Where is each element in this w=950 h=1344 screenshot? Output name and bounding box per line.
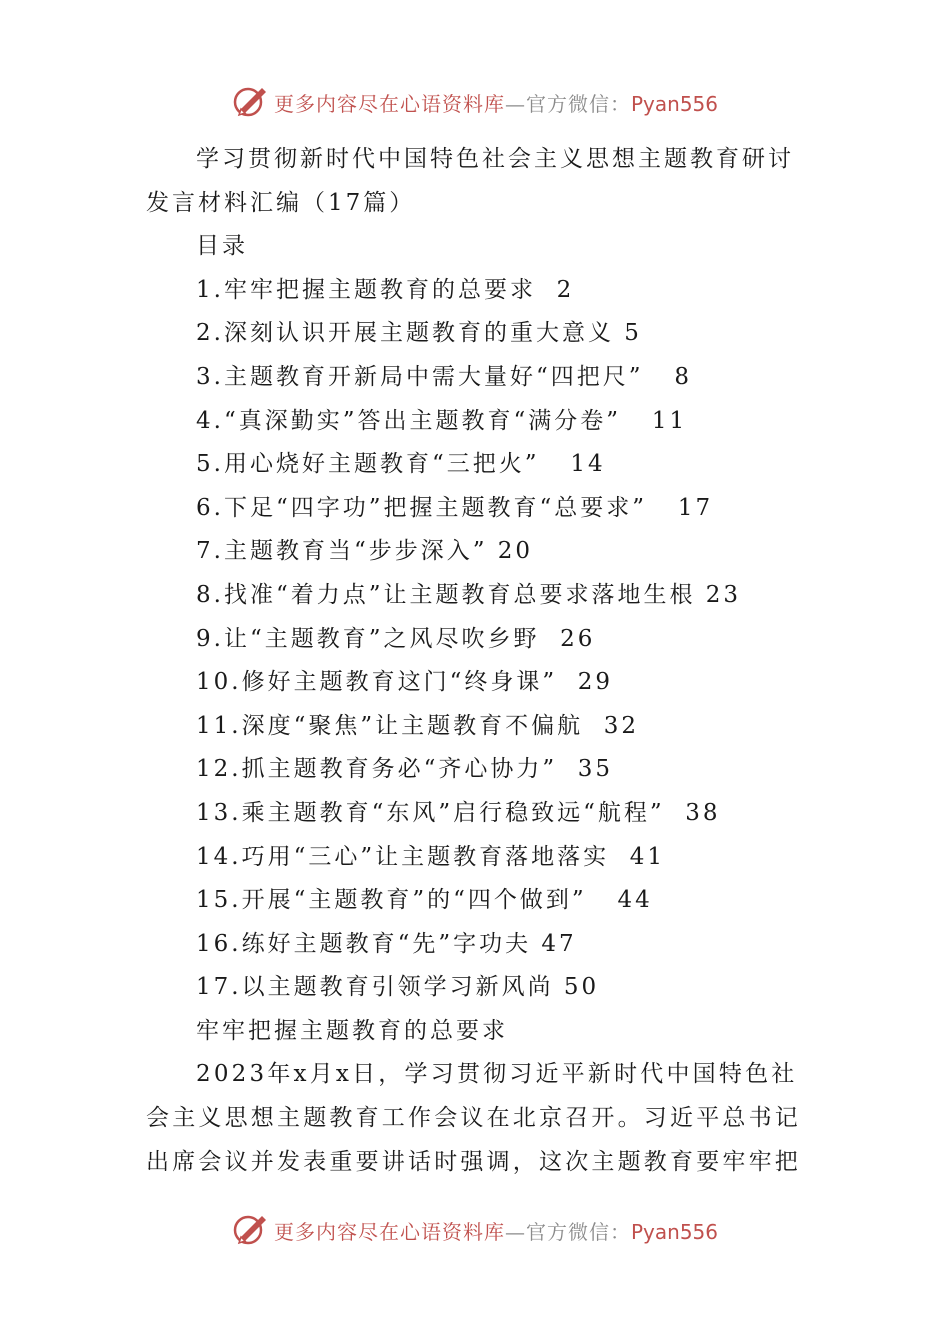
banner-brand-name: 更多内容尽在心语资料库	[273, 1219, 505, 1244]
toc-item: 4.“真深勤实”答出主题教育“满分卷” 11	[196, 407, 688, 434]
header-banner	[0, 80, 950, 124]
section-heading: 牢牢把握主题教育的总要求	[196, 1017, 508, 1044]
toc-item: 15.开展“主题教育”的“四个做到” 44	[196, 887, 653, 914]
table-of-contents	[146, 269, 806, 1010]
banner-text	[274, 1216, 718, 1245]
toc-item: 10.修好主题教育这门“终身课” 29	[196, 669, 613, 696]
toc-item: 7.主题教育当“步步深入” 20	[196, 538, 534, 565]
toc-item: 13.乘主题教育“东风”启行稳致远“航程” 38	[196, 799, 721, 826]
body-paragraph-line: 2023年x月x日，学习贯彻习近平新时代中国特色社	[196, 1061, 798, 1088]
body-paragraph-line: 出席会议并发表重要讲话时强调，这次主题教育要牢牢把	[146, 1148, 801, 1175]
banner-text	[274, 88, 718, 117]
toc-item: 2.深刻认识开展主题教育的重大意义 5	[196, 320, 642, 347]
banner-dash: —	[504, 91, 526, 116]
toc-item: 11.深度“聚焦”让主题教育不偏航 32	[196, 712, 639, 739]
toc-item: 16.练好主题教育“先”字功夫 47	[196, 930, 577, 957]
doc-title-line-2: 发言材料汇编（17篇）	[146, 189, 416, 216]
doc-title-line-1: 学习贯彻新时代中国特色社会主义思想主题教育研讨	[196, 146, 794, 172]
pen-logo-icon	[232, 1212, 268, 1248]
toc-heading: 目录	[196, 233, 248, 260]
banner-brand-name: 更多内容尽在心语资料库	[273, 91, 505, 116]
banner-wechat-id: Pyan556	[630, 1219, 718, 1244]
toc-item: 17.以主题教育引领学习新风尚 50	[196, 974, 600, 1001]
banner-wechat-id: Pyan556	[630, 91, 718, 116]
toc-item: 9.让“主题教育”之风尽吹乡野 26	[196, 625, 596, 652]
banner-dash: —	[504, 1219, 526, 1244]
toc-item: 14.巧用“三心”让主题教育落地落实 41	[196, 843, 665, 870]
body-paragraph-line: 会主义思想主题教育工作会议在北京召开。习近平总书记	[146, 1105, 801, 1132]
toc-item: 12.抓主题教育务必“齐心协力” 35	[196, 756, 613, 783]
toc-item: 6.下足“四字功”把握主题教育“总要求” 17	[196, 494, 714, 521]
toc-item: 5.用心烧好主题教育“三把火” 14	[196, 451, 606, 478]
pen-logo-icon	[232, 84, 268, 120]
banner-wechat-label: 官方微信：	[525, 91, 631, 116]
footer-banner	[0, 1208, 950, 1252]
toc-item: 1.牢牢把握主题教育的总要求 2	[196, 276, 575, 303]
toc-item: 3.主题教育开新局中需大量好“四把尺” 8	[196, 363, 693, 390]
banner-wechat-label: 官方微信：	[525, 1219, 631, 1244]
document-body	[146, 138, 806, 1184]
toc-item: 8.找准“着力点”让主题教育总要求落地生根 23	[196, 581, 742, 608]
